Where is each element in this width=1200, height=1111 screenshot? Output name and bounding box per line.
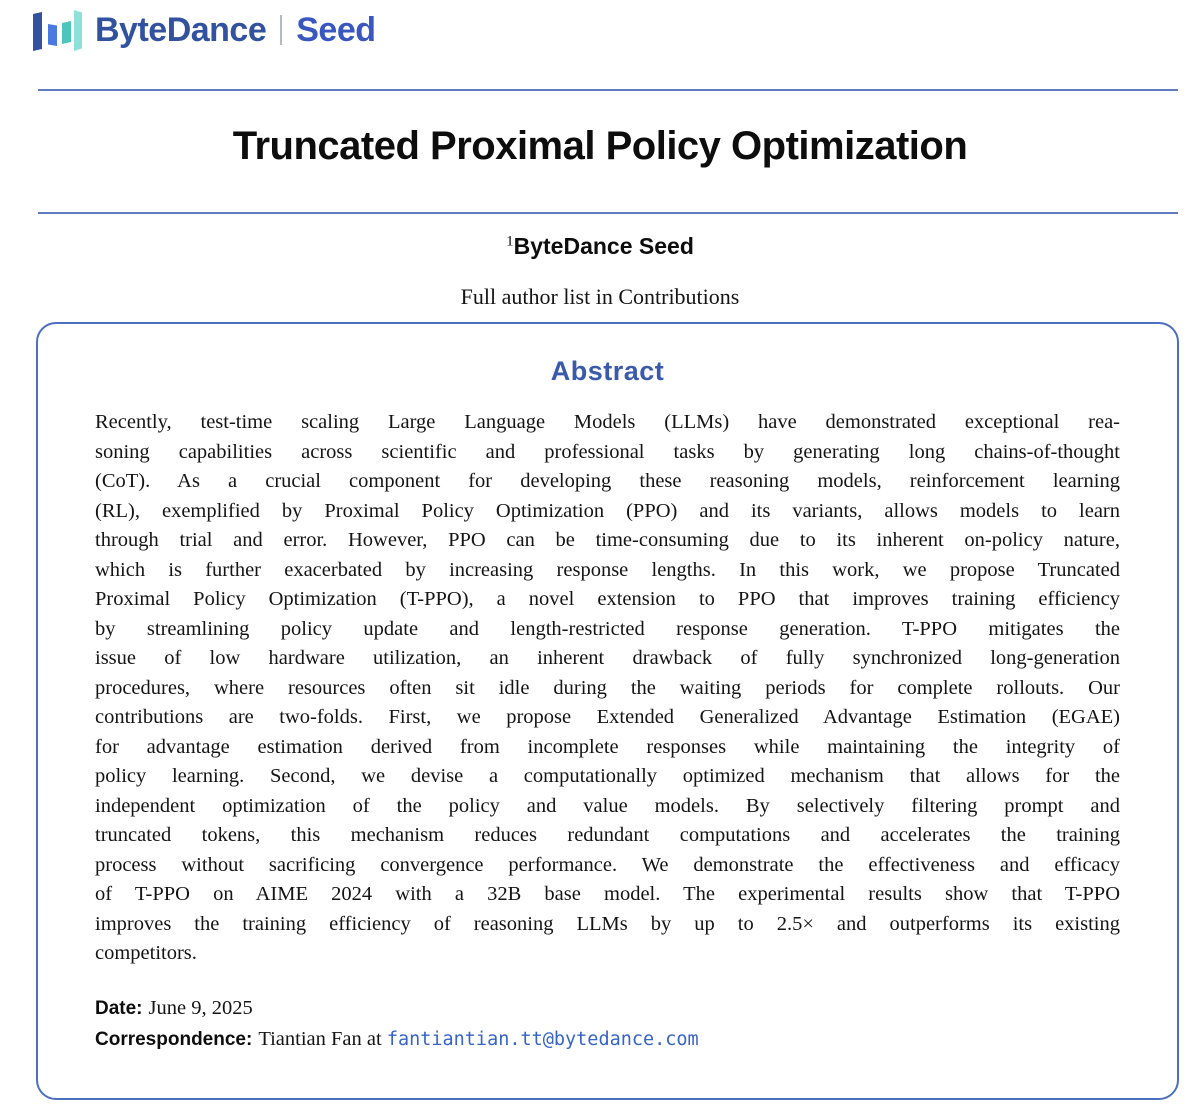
abstract-line: truncated tokens, this mechanism reduces redundant computations and accelerates the training: [95, 824, 1120, 846]
bytedance-logo-icon: [30, 8, 82, 52]
divider-top: [38, 89, 1178, 91]
abstract-line: by streamlining policy update and length-restricted response generation. T-PPO mitigates the: [95, 617, 1120, 640]
abstract-line: which is further exacerbated by increasing response lengths. In this work, we propose Truncated: [95, 558, 1120, 581]
abstract-line: improves the training efficiency of reasoning LLMs by up to 2.5× and outperforms its existing: [95, 912, 1120, 935]
abstract-line: process without sacrificing convergence performance. We demonstrate the effectiveness and efficacy: [95, 853, 1120, 876]
author-note: Full author list in Contributions: [460, 284, 740, 309]
abstract-line: contributions are two-folds. First, we propose Extended Generalized Advantage Estimation (EGAE): [95, 706, 1120, 728]
header-logo: [30, 6, 376, 54]
abstract-line: (CoT). As a crucial component for developing these reasoning models, reinforcement learning: [95, 470, 1120, 492]
abstract-line: independent optimization of the policy and value models. By selectively filtering prompt and: [95, 794, 1120, 817]
correspondence-text: Tiantian Fan at: [258, 1027, 382, 1050]
abstract-line: procedures, where resources often sit idle during the waiting periods for complete rollouts. Our: [95, 676, 1120, 699]
affiliation-name: ByteDance Seed: [513, 233, 694, 259]
date-label: Date:: [95, 997, 143, 1019]
date-value: June 9, 2025: [148, 996, 253, 1019]
affiliation-superscript: 1: [506, 233, 514, 250]
page-title: Truncated Proximal Policy Optimization: [232, 124, 968, 168]
brand-separator: [280, 15, 282, 45]
abstract-line: soning capabilities across scientific and professional tasks by generating long chains-of-thought: [95, 440, 1120, 463]
brand-name: ByteDance: [95, 10, 267, 49]
abstract-line: policy learning. Second, we devise a computationally optimized mechanism that allows for the: [95, 765, 1120, 787]
abstract-text: [95, 408, 1120, 969]
correspondence-label: Correspondence:: [95, 1028, 253, 1050]
abstract-box: [36, 322, 1179, 1100]
product-name: Seed: [296, 10, 376, 49]
abstract-line: of T-PPO on AIME 2024 with a 32B base model. The experimental results show that T-PPO: [95, 883, 1120, 905]
date-row: [95, 993, 1120, 1024]
abstract-line: through trial and error. However, PPO can be time-consuming due to its inherent on-policy nature,: [95, 529, 1120, 551]
abstract-line: Recently, test-time scaling Large Language Models (LLMs) have demonstrated exceptional rea-: [95, 411, 1120, 433]
divider-under-title: [38, 212, 1178, 214]
abstract-line: (RL), exemplified by Proximal Policy Optimization (PPO) and its variants, allows models to learn: [95, 499, 1120, 522]
correspondence-email-link[interactable]: fantiantian.tt@bytedance.com: [386, 1028, 699, 1050]
abstract-heading: Abstract: [550, 356, 665, 386]
abstract-line: for advantage estimation derived from incomplete responses while maintaining the integrity of: [95, 735, 1120, 758]
abstract-line: issue of low hardware utilization, an inherent drawback of fully synchronized long-generation: [95, 647, 1120, 669]
abstract-line: competitors.: [95, 942, 197, 964]
abstract-line: Proximal Policy Optimization (T-PPO), a novel extension to PPO that improves training efficiency: [95, 588, 1120, 610]
correspondence-row: [95, 1024, 1120, 1055]
affiliation: [0, 233, 1200, 260]
paper-meta: [95, 993, 1120, 1055]
